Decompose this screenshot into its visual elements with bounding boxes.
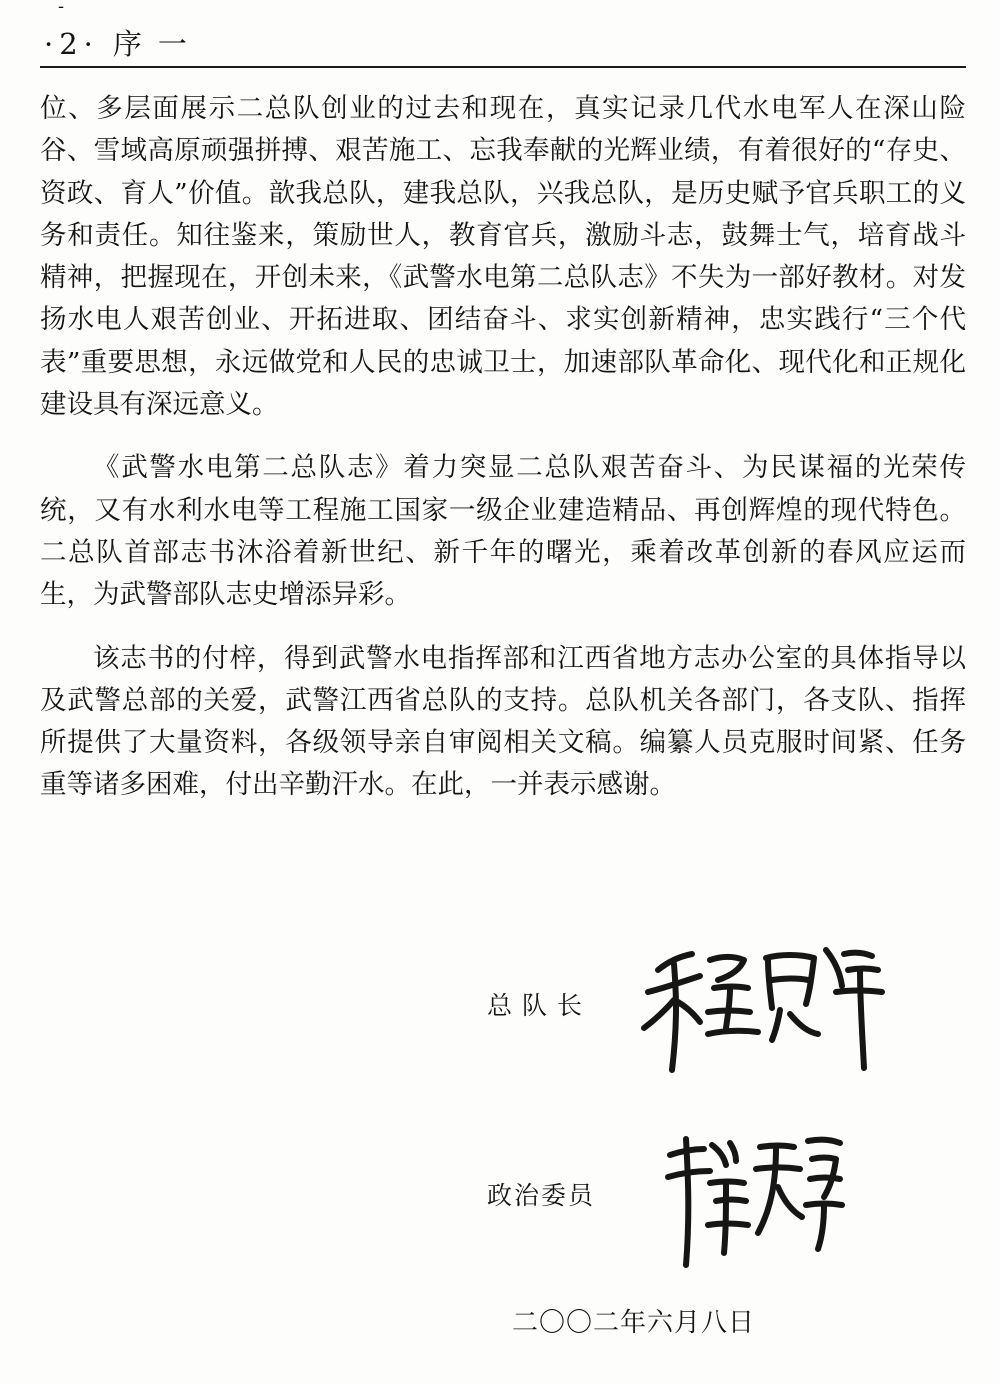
paragraph: 该志书的付梓，得到武警水电指挥部和江西省地方志办公室的具体指导以及武警总部的关爱，武警江西省总队的支持。总队机关各部门，各支队、指挥所提供了大量资料，各级领导亲自审阅相关文稿。编纂人员克服时间紧、任务重等诸多困难，付出辛勤汗水。在此，一并表示感谢。 [40,642,966,801]
date: 二〇〇二年六月八日 [512,1308,756,1338]
paragraph: 位、多层面展示二总队创业的过去和现在，真实记录几代水电军人在深山险谷、雪域高原顽强拼搏、艰苦施工、忘我奉献的光辉业绩，有着很好的“存史、资政、育人”价值。歆我总队，建我总队，兴我总队，是历史赋予官兵职工的义务和责任。知往鉴来，策励世人，教育官兵，激励斗志，鼓舞士气，培育战斗精神，把握现在，开创未来，《武警水电第二总队志》不失为一部好教材。对发扬水电人艰苦创业、开拓进取、团结奋斗、求实创新精神，忠实践行“三个代表”重要思想，永远做党和人民的忠诚卫士，加速部队革命化、现代化和正规化建设具有深远意义。 [40,93,966,421]
body-text [40,88,966,828]
page-number: 2 [59,27,80,61]
dot-separator: · [44,27,56,61]
commander-signature [630,930,890,1080]
commissar-signature [660,1125,850,1270]
header-rule [40,66,966,68]
commander-title: 总队长 [487,991,593,1020]
running-head [40,24,203,64]
corner-mark: - [58,0,65,17]
commissar-title: 政治委员 [487,1181,596,1210]
paragraph: 《武警水电第二总队志》着力突显二总队艰苦奋斗、为民谋福的光荣传统，又有水利水电等工程施工国家一级企业建造精品、再创辉煌的现代特色。二总队首部志书沐浴着新世纪、新千年的曙光，乘着改革创新的春风应运而生，为武警部队志史增添异彩。 [40,452,966,611]
section-title: 序一 [112,27,203,61]
dot-separator: · [83,27,95,61]
